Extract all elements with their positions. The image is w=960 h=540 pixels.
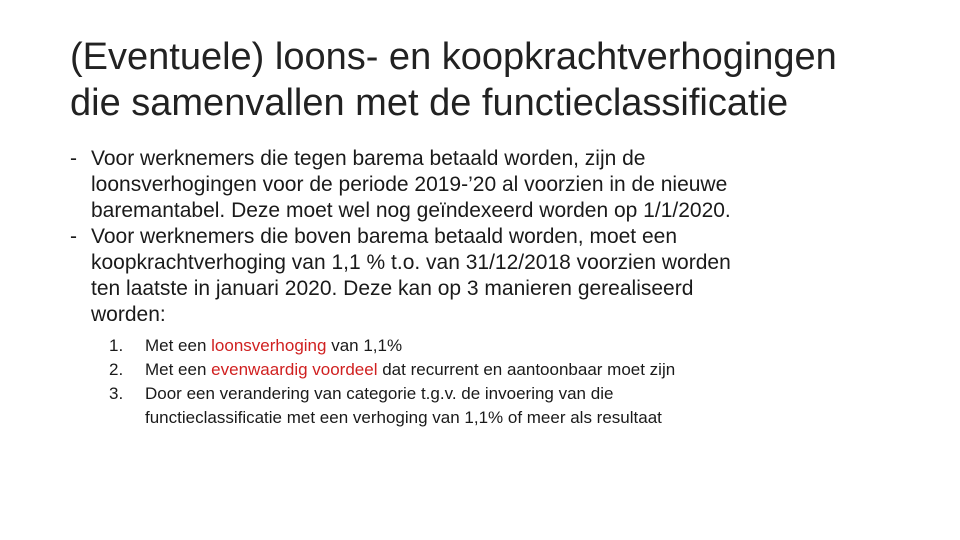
bullet-2-line-4: worden:: [91, 303, 166, 326]
item-2-highlight: evenwaardig voordeel: [211, 360, 378, 379]
item-1-highlight: loonsverhoging: [211, 336, 327, 355]
title-line-1: (Eventuele) loons- en koopkrachtverhogingen: [70, 36, 837, 78]
bullet-item-2: [66, 224, 926, 328]
item-number: 3.: [109, 384, 124, 403]
item-2-text-before: Met een: [145, 360, 212, 379]
item-2-text-after: dat recurrent en aantoonbaar moet zijn: [377, 360, 676, 379]
title-line-2: die samenvallen met de functieclassificatie: [70, 82, 789, 124]
bullet-1-line-3: baremantabel. Deze moet wel nog geïndexeerd worden op 1/1/2020.: [91, 199, 731, 222]
item-number: 1.: [109, 336, 124, 355]
item-number: 2.: [109, 360, 124, 379]
bullet-dash: -: [70, 225, 77, 248]
bullet-1-line-2: loonsverhogingen voor de periode 2019-’20 al voorzien in de nieuwe: [91, 173, 728, 196]
numbered-list: [109, 334, 926, 430]
item-3-line-2: functieclassificatie met een verhoging van 1,1% of meer als resultaat: [145, 408, 662, 427]
numbered-item-2: [109, 358, 926, 382]
numbered-item-1: [109, 334, 926, 358]
item-1-text-after: van 1,1%: [326, 336, 403, 355]
bullet-2-line-3: ten laatste in januari 2020. Deze kan op 3 manieren gerealiseerd: [91, 277, 694, 300]
bullet-item-1: [66, 146, 926, 224]
slide-title: [70, 34, 930, 126]
item-3-line-1: Door een verandering van categorie t.g.v. de invoering van die: [145, 384, 614, 403]
bullet-2-line-2: koopkrachtverhoging van 1,1 % t.o. van 31/12/2018 voorzien worden: [91, 251, 731, 274]
bullet-2-line-1: Voor werknemers die boven barema betaald worden, moet een: [91, 225, 678, 248]
bullet-dash: -: [70, 147, 77, 170]
slide-body: [66, 146, 926, 430]
bullet-1-line-1: Voor werknemers die tegen barema betaald worden, zijn de: [91, 147, 646, 170]
item-1-text-before: Met een: [145, 336, 212, 355]
numbered-item-3: [109, 382, 926, 430]
